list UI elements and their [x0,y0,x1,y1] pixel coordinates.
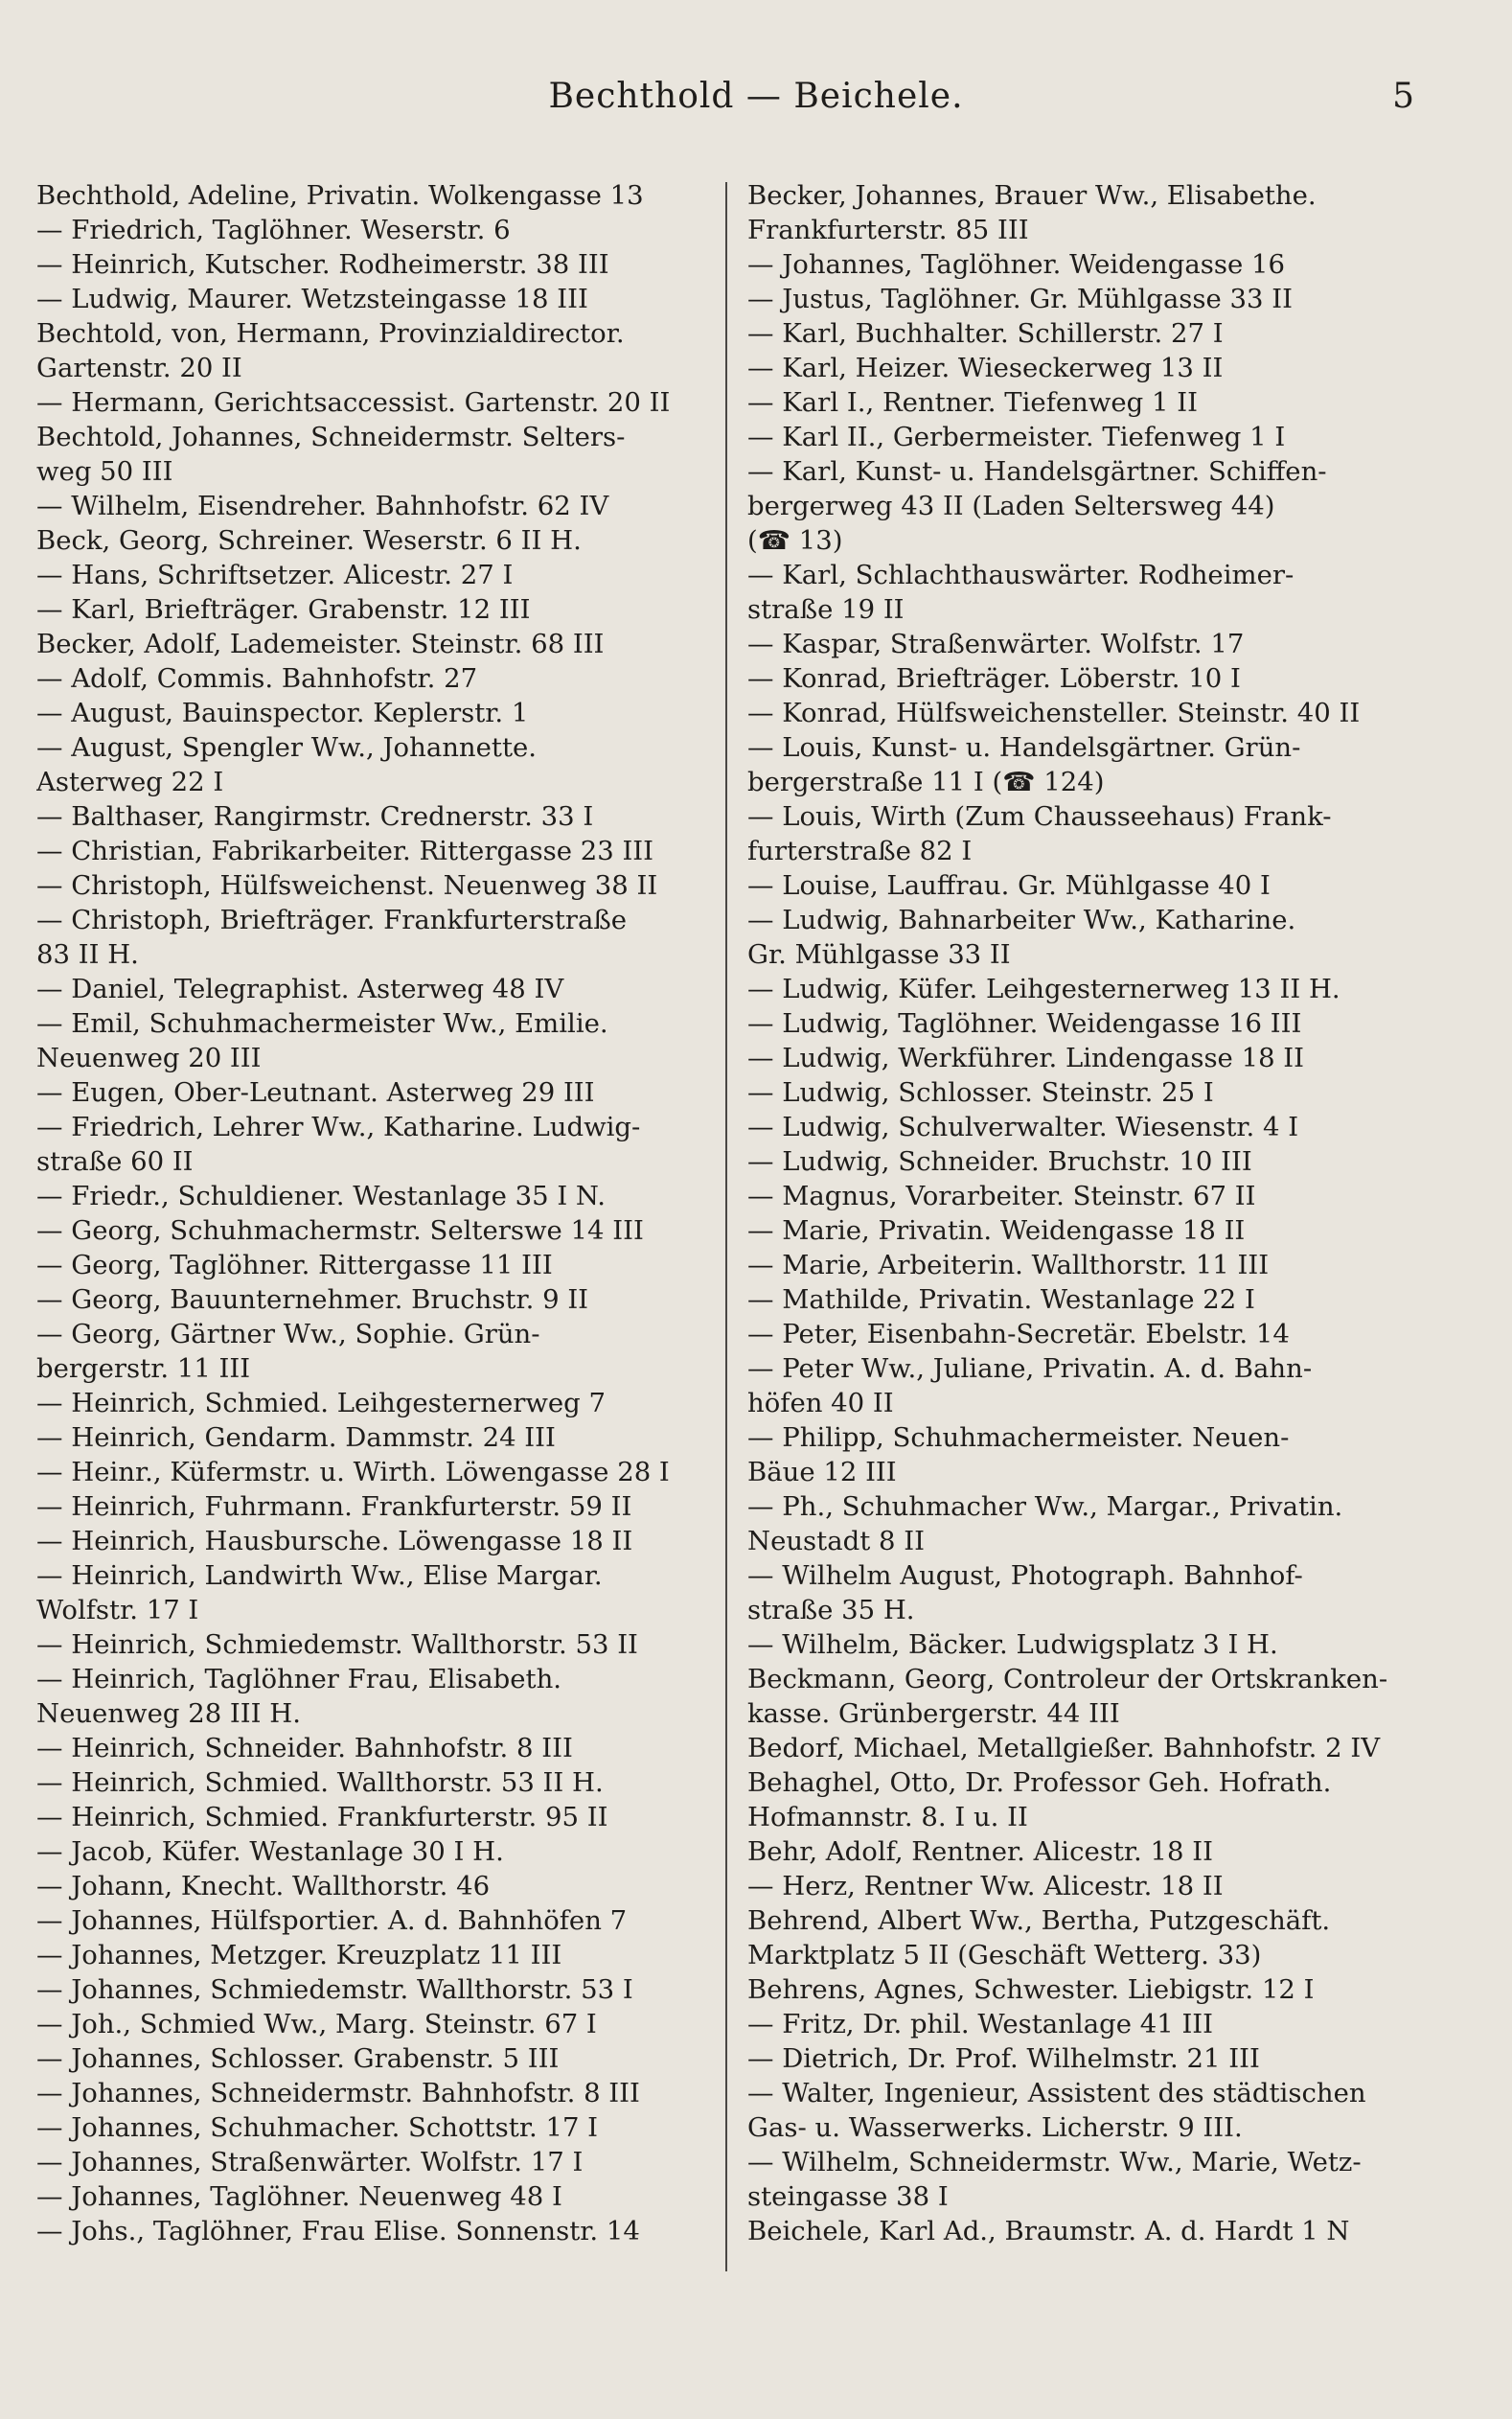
directory-line: — Ph., Schuhmacher Ww., Margar., Privatin. [747,1491,1343,1522]
directory-line: — Georg, Bauunternehmer. Bruchstr. 9 II [36,1284,589,1315]
directory-line: — Johann, Knecht. Wallthorstr. 46 [36,1871,491,1901]
directory-line: — Ludwig, Bahnarbeiter Ww., Katharine. [747,905,1296,935]
directory-line: — Friedrich, Lehrer Ww., Katharine. Ludwig- [36,1112,641,1142]
directory-line: Beck, Georg, Schreiner. Weserstr. 6 II H. [36,525,582,556]
directory-line: — Christian, Fabrikarbeiter. Rittergasse 23 III [36,836,654,866]
directory-line: — Johannes, Schneidermstr. Bahnhofstr. 8 III [36,2078,640,2108]
directory-line: furterstraße 82 I [747,836,973,866]
directory-line: Hofmannstr. 8. I u. II [747,1802,1028,1832]
directory-line: weg 50 III [36,456,173,487]
directory-line: — Wilhelm, Schneidermstr. Ww., Marie, Wetz- [747,2147,1362,2177]
directory-line: — Daniel, Telegraphist. Asterweg 48 IV [36,974,564,1004]
directory-line: — Emil, Schuhmachermeister Ww., Emilie. [36,1008,608,1039]
directory-line: — Walter, Ingenieur, Assistent des städtischen [747,2078,1366,2108]
directory-line: Beichele, Karl Ad., Braumstr. A. d. Hardt 1 N [747,2216,1350,2246]
directory-line: — Heinrich, Landwirth Ww., Elise Margar. [36,1560,603,1591]
directory-line: — Karl, Kunst- u. Handelsgärtner. Schiffen- [747,456,1327,487]
directory-line: — Heinrich, Hausbursche. Löwengasse 18 II [36,1526,633,1556]
directory-line: Gartenstr. 20 II [36,353,242,383]
directory-line: — Louis, Kunst- u. Handelsgärtner. Grün- [747,732,1301,763]
directory-line: Bedorf, Michael, Metallgießer. Bahnhofstr. 2 IV [747,1733,1381,1763]
directory-line: (☎ 13) [747,525,843,556]
directory-line: — Heinr., Küfermstr. u. Wirth. Löwengasse 28 I [36,1457,670,1487]
right-column [747,178,1432,2248]
directory-line: Frankfurterstr. 85 III [747,215,1029,245]
directory-line: — Dietrich, Dr. Prof. Wilhelmstr. 21 III [747,2043,1260,2074]
directory-line: Neustadt 8 II [747,1526,925,1556]
directory-line: — Georg, Taglöhner. Rittergasse 11 III [36,1250,553,1280]
directory-line: Beckmann, Georg, Controleur der Ortskranken- [747,1664,1388,1694]
directory-line: — Johannes, Schuhmacher. Schottstr. 17 I [36,2112,599,2143]
directory-line: — Konrad, Hülfsweichensteller. Steinstr. 40 II [747,698,1361,728]
directory-line: Gas- u. Wasserwerks. Licherstr. 9 III. [747,2112,1243,2143]
directory-line: — Wilhelm August, Photograph. Bahnhof- [747,1560,1303,1591]
directory-line: straße 35 H. [747,1595,915,1625]
directory-line: Neuenweg 28 III H. [36,1698,301,1729]
directory-line: — Johannes, Straßenwärter. Wolfstr. 17 I [36,2147,584,2177]
directory-line: — Justus, Taglöhner. Gr. Mühlgasse 33 II [747,284,1293,314]
directory-line: — Johannes, Taglöhner. Neuenweg 48 I [36,2181,562,2212]
directory-line: — Heinrich, Schmied. Leihgesternerweg 7 [36,1388,607,1418]
directory-line: Behrend, Albert Ww., Bertha, Putzgeschäft. [747,1905,1331,1936]
directory-line: — Ludwig, Taglöhner. Weidengasse 16 III [747,1008,1302,1039]
directory-line: — Christoph, Briefträger. Frankfurterstraße [36,905,627,935]
directory-line: — Friedrich, Taglöhner. Weserstr. 6 [36,215,511,245]
directory-line: steingasse 38 I [747,2181,949,2212]
directory-line: Marktplatz 5 II (Geschäft Wetterg. 33) [747,1940,1262,1970]
directory-line: Behrens, Agnes, Schwester. Liebigstr. 12 I [747,1974,1315,2005]
directory-line: — Jacob, Küfer. Westanlage 30 I H. [36,1836,504,1867]
directory-line: — Ludwig, Schneider. Bruchstr. 10 III [747,1146,1252,1177]
directory-line: — Herz, Rentner Ww. Alicestr. 18 II [747,1871,1224,1901]
page-number: 5 [1392,77,1414,116]
directory-line: — Ludwig, Schlosser. Steinstr. 25 I [747,1077,1214,1108]
directory-line: Gr. Mühlgasse 33 II [747,939,1011,970]
directory-line: — Marie, Privatin. Weidengasse 18 II [747,1215,1246,1246]
directory-line: — Georg, Gärtner Ww., Sophie. Grün- [36,1319,540,1349]
directory-line: — Hans, Schriftsetzer. Alicestr. 27 I [36,560,514,590]
directory-line: 83 II H. [36,939,139,970]
directory-line: — Johannes, Schmiedemstr. Wallthorstr. 53 I [36,1974,633,2005]
directory-line: — Wilhelm, Bäcker. Ludwigsplatz 3 I H. [747,1629,1278,1660]
directory-line: Bechtold, Johannes, Schneidermstr. Selters- [36,422,626,452]
directory-line: — Karl, Briefträger. Grabenstr. 12 III [36,594,531,625]
directory-line: — Louise, Lauffrau. Gr. Mühlgasse 40 I [747,870,1271,901]
directory-line: Behaghel, Otto, Dr. Professor Geh. Hofrath. [747,1767,1332,1798]
directory-line: — Joh., Schmied Ww., Marg. Steinstr. 67 I [36,2009,597,2039]
directory-line: — August, Spengler Ww., Johannette. [36,732,538,763]
directory-line: — Ludwig, Maurer. Wetzsteingasse 18 III [36,284,588,314]
directory-line: — Heinrich, Schmied. Wallthorstr. 53 II H. [36,1767,604,1798]
directory-line: straße 19 II [747,594,905,625]
directory-line: — Heinrich, Schmied. Frankfurterstr. 95 II [36,1802,608,1832]
directory-line: — Heinrich, Schmiedemstr. Wallthorstr. 53 II [36,1629,638,1660]
directory-line: — Wilhelm, Eisendreher. Bahnhofstr. 62 IV [36,491,609,521]
page-title: Bechthold — Beichele. [548,77,964,116]
column-divider [725,182,727,2271]
directory-line: — Ludwig, Werkführer. Lindengasse 18 II [747,1043,1305,1073]
directory-line: — Balthaser, Rangirmstr. Crednerstr. 33 I [36,801,594,832]
directory-line: kasse. Grünbergerstr. 44 III [747,1698,1120,1729]
directory-line: — Philipp, Schuhmachermeister. Neuen- [747,1422,1290,1453]
directory-line: — Johannes, Hülfsportier. A. d. Bahnhöfen 7 [36,1905,628,1936]
directory-line: — Karl, Schlachthauswärter. Rodheimer- [747,560,1294,590]
directory-line: — Johannes, Schlosser. Grabenstr. 5 III [36,2043,560,2074]
directory-line: — Fritz, Dr. phil. Westanlage 41 III [747,2009,1214,2039]
directory-line: — Louis, Wirth (Zum Chausseehaus) Frank- [747,801,1332,832]
left-column [36,178,707,2248]
directory-line: — Johannes, Metzger. Kreuzplatz 11 III [36,1940,562,1970]
directory-line: — Georg, Schuhmachermstr. Selterswe 14 III [36,1215,644,1246]
directory-line: — Karl II., Gerbermeister. Tiefenweg 1 I [747,422,1286,452]
directory-line: bergerweg 43 II (Laden Seltersweg 44) [747,491,1275,521]
directory-line: — Heinrich, Fuhrmann. Frankfurterstr. 59 II [36,1491,632,1522]
directory-line: — Eugen, Ober-Leutnant. Asterweg 29 III [36,1077,595,1108]
directory-line: Bäue 12 III [747,1457,897,1487]
directory-line: Bechthold, Adeline, Privatin. Wolkengasse 13 [36,180,644,211]
directory-line: — Johs., Taglöhner, Frau Elise. Sonnenstr. 14 [36,2216,640,2246]
directory-line: Behr, Adolf, Rentner. Alicestr. 18 II [747,1836,1213,1867]
directory-line: straße 60 II [36,1146,194,1177]
directory-line: — August, Bauinspector. Keplerstr. 1 [36,698,529,728]
directory-line: — Hermann, Gerichtsaccessist. Gartenstr. 20 II [36,387,671,418]
directory-line: höfen 40 II [747,1388,894,1418]
directory-line: — Karl, Buchhalter. Schillerstr. 27 I [747,318,1224,349]
directory-line: — Johannes, Taglöhner. Weidengasse 16 [747,249,1285,280]
directory-line: bergerstr. 11 III [36,1353,251,1384]
directory-line: bergerstraße 11 I (☎ 124) [747,767,1105,797]
directory-line: — Konrad, Briefträger. Löberstr. 10 I [747,663,1241,694]
directory-line: — Peter Ww., Juliane, Privatin. A. d. Bahn- [747,1353,1313,1384]
directory-line: Neuenweg 20 III [36,1043,262,1073]
directory-line: Asterweg 22 I [36,767,224,797]
directory-line: — Friedr., Schuldiener. Westanlage 35 I N. [36,1181,606,1211]
directory-line: — Magnus, Vorarbeiter. Steinstr. 67 II [747,1181,1256,1211]
directory-line: — Ludwig, Küfer. Leihgesternerweg 13 II H. [747,974,1340,1004]
directory-line: — Karl I., Rentner. Tiefenweg 1 II [747,387,1198,418]
directory-line: — Heinrich, Taglöhner Frau, Elisabeth. [36,1664,562,1694]
directory-line: Bechtold, von, Hermann, Provinzialdirector. [36,318,625,349]
directory-line: — Christoph, Hülfsweichenst. Neuenweg 38 II [36,870,658,901]
directory-line: — Heinrich, Kutscher. Rodheimerstr. 38 III [36,249,609,280]
directory-line: — Mathilde, Privatin. Westanlage 22 I [747,1284,1255,1315]
directory-line: — Peter, Eisenbahn-Secretär. Ebelstr. 14 [747,1319,1290,1349]
directory-line: — Marie, Arbeiterin. Wallthorstr. 11 III [747,1250,1270,1280]
directory-line: Becker, Johannes, Brauer Ww., Elisabethe. [747,180,1317,211]
directory-line: — Karl, Heizer. Wieseckerweg 13 II [747,353,1224,383]
directory-line: Wolfstr. 17 I [36,1595,199,1625]
directory-line: — Kaspar, Straßenwärter. Wolfstr. 17 [747,629,1245,659]
directory-line: — Heinrich, Schneider. Bahnhofstr. 8 III [36,1733,573,1763]
directory-line: — Adolf, Commis. Bahnhofstr. 27 [36,663,478,694]
directory-line: — Heinrich, Gendarm. Dammstr. 24 III [36,1422,556,1453]
directory-line: — Ludwig, Schulverwalter. Wiesenstr. 4 I [747,1112,1299,1142]
directory-line: Becker, Adolf, Lademeister. Steinstr. 68 III [36,629,605,659]
